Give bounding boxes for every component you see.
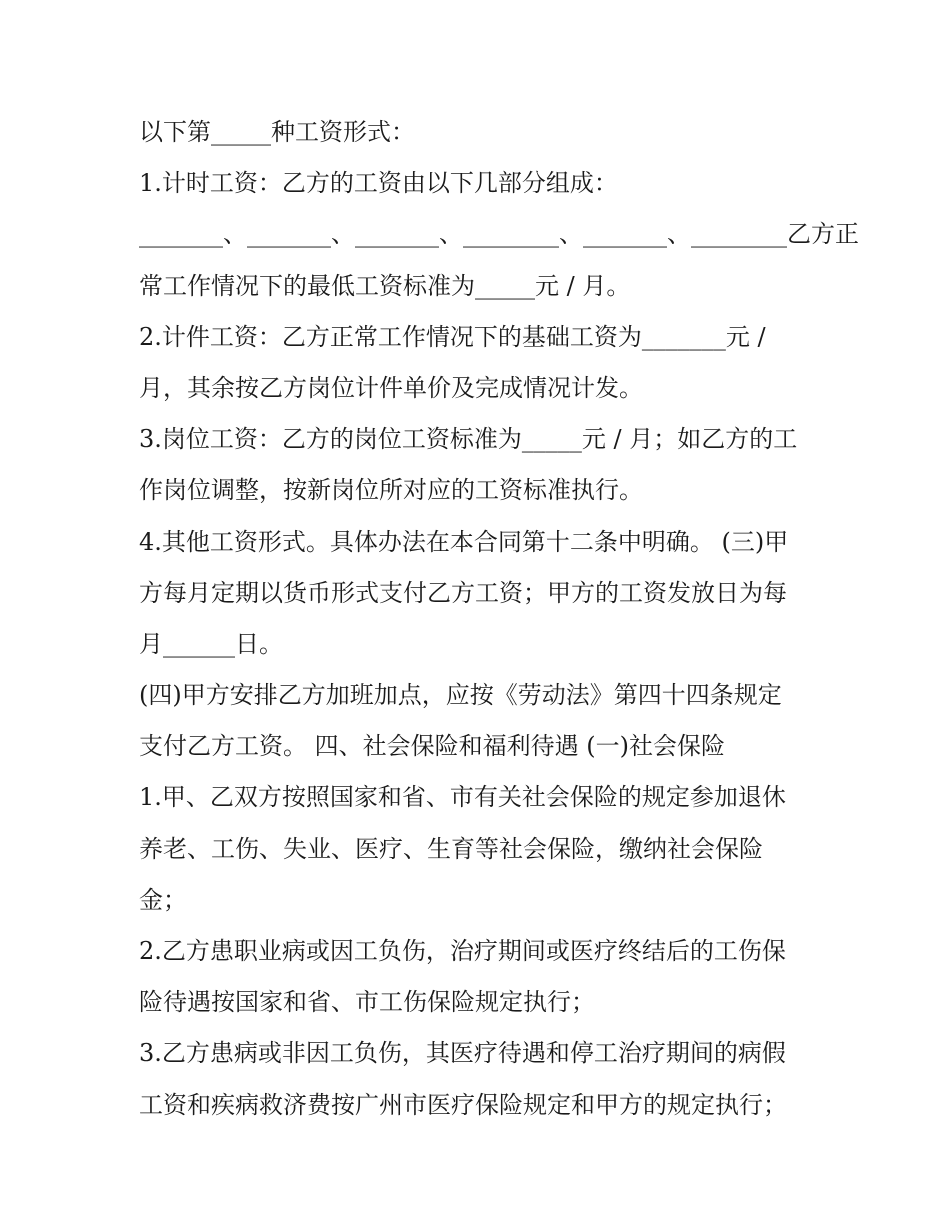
text-line: 2.乙方患职业病或因工负伤，治疗期间或医疗终结后的工伤保 xyxy=(139,937,786,965)
contract-text xyxy=(139,107,859,1131)
text-line: 养老、工伤、失业、医疗、生育等社会保险，缴纳社会保险 xyxy=(139,834,763,863)
text-line: 常工作情况下的最低工资标准为_____元 / 月。 xyxy=(139,271,631,300)
text-line: _______、_______、_______、________、_______、________乙方正 xyxy=(139,220,859,249)
text-line: 工资和疾病救济费按广州市医疗保险规定和甲方的规定执行； xyxy=(139,1090,787,1119)
text-line: 方每月定期以货币形式支付乙方工资；甲方的工资发放日为每 xyxy=(139,578,787,607)
text-line: 以下第_____种工资形式： xyxy=(139,118,415,146)
text-line: 月，其余按乙方岗位计件单价及完成情况计发。 xyxy=(139,373,643,402)
text-line: 3.岗位工资：乙方的岗位工资标准为_____元 / 月；如乙方的工 xyxy=(139,425,798,454)
text-line: 1.甲、乙双方按照国家和省、市有关社会保险的规定参加退休 xyxy=(139,783,786,812)
text-line: 3.乙方患病或非因工负伤，其医疗待遇和停工治疗期间的病假 xyxy=(139,1039,786,1068)
text-line: 月______日。 xyxy=(139,629,283,658)
text-line: 金； xyxy=(139,885,187,914)
text-line: 险待遇按国家和省、市工伤保险规定执行； xyxy=(139,988,595,1017)
text-line: 2.计件工资：乙方正常工作情况下的基础工资为_______元 / xyxy=(139,322,766,351)
text-line: 1.计时工资：乙方的工资由以下几部分组成： xyxy=(139,169,618,198)
text-line: 作岗位调整，按新岗位所对应的工资标准执行。 xyxy=(139,476,643,505)
text-line: (四)甲方安排乙方加班加点，应按《劳动法》第四十四条规定 xyxy=(139,681,782,710)
text-line: 4.其他工资形式。具体办法在本合同第十二条中明确。 (三)甲 xyxy=(139,527,789,556)
text-line: 支付乙方工资。 四、社会保险和福利待遇 (一)社会保险 xyxy=(139,732,725,761)
